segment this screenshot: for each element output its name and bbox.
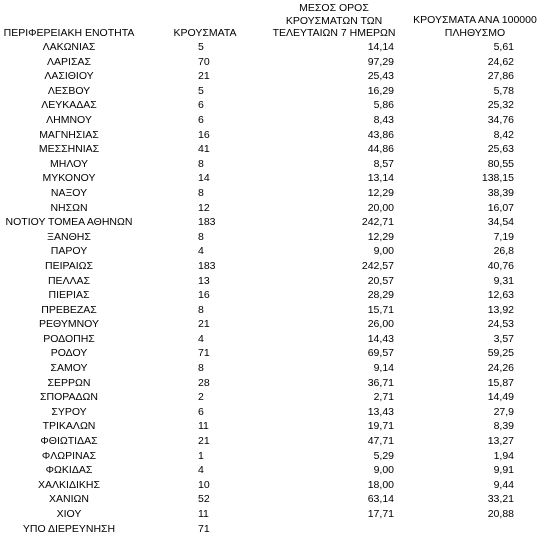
region-cell: ΜΗΛΟΥ — [50, 157, 88, 170]
region-cell: ΡΟΔΟΥ — [50, 347, 88, 360]
cases-cell: 11 — [198, 420, 209, 433]
avg7-cell: 9,00 — [373, 464, 394, 477]
table-row — [0, 98, 556, 113]
per100k-cell: 24,62 — [487, 55, 514, 68]
per100k-cell: 25,63 — [487, 143, 514, 156]
per100k-cell: 15,87 — [487, 376, 514, 389]
region-cell: ΧΙΟΥ — [56, 508, 82, 520]
avg7-cell: 15,71 — [367, 303, 394, 316]
header-per100k-line2: ΠΛΗΘΥΣΜΟ — [444, 26, 506, 39]
table-row — [0, 507, 556, 522]
table-row — [0, 201, 556, 216]
per100k-cell: 5,78 — [493, 84, 514, 97]
avg7-cell: 13,14 — [367, 172, 394, 185]
table-row — [0, 274, 556, 289]
table-row — [0, 449, 556, 464]
avg7-cell: 17,71 — [367, 508, 394, 520]
table-row — [0, 69, 556, 84]
header-per100k — [400, 14, 550, 39]
cases-cell: 4 — [198, 245, 204, 258]
region-cell: ΣΕΡΡΩΝ — [47, 376, 91, 389]
region-cell: ΤΡΙΚΑΛΩΝ — [42, 420, 96, 433]
region-cell: ΡΕΘΥΜΝΟΥ — [38, 318, 99, 331]
per100k-cell: 3,57 — [493, 332, 514, 345]
region-cell: ΝΗΣΩΝ — [50, 201, 88, 214]
avg7-cell: 9,00 — [373, 245, 394, 258]
per100k-cell: 5,61 — [493, 41, 514, 53]
table-row — [0, 128, 556, 143]
cases-cell: 8 — [198, 230, 204, 243]
table-row — [0, 522, 556, 537]
avg7-cell: 5,29 — [373, 449, 394, 462]
region-cell: ΝΟΤΙΟΥ ΤΟΜΕΑ ΑΘΗΝΩΝ — [5, 216, 133, 229]
cases-cell: 8 — [198, 303, 204, 316]
avg7-cell: 12,29 — [367, 230, 394, 243]
cases-cell: 5 — [198, 84, 204, 97]
per100k-cell: 59,25 — [487, 347, 514, 360]
avg7-cell: 43,86 — [367, 128, 394, 141]
cases-cell: 70 — [198, 55, 210, 68]
cases-cell: 71 — [198, 347, 210, 360]
cases-cell: 8 — [198, 362, 204, 375]
per100k-cell: 8,39 — [493, 420, 514, 433]
region-cell: ΠΕΙΡΑΙΩΣ — [45, 259, 93, 272]
per100k-cell: 8,42 — [493, 128, 514, 141]
avg7-cell: 9,14 — [373, 362, 394, 375]
cases-cell: 71 — [198, 522, 210, 535]
avg7-cell: 13,43 — [367, 405, 394, 418]
table-row — [0, 317, 556, 332]
table-row — [0, 230, 556, 245]
table-header — [0, 0, 556, 40]
per100k-cell: 34,54 — [487, 216, 514, 229]
header-region: ΠΕΡΙΦΕΡΕΙΑΚΗ ΕΝΟΤΗΤΑ — [3, 27, 135, 39]
per100k-cell: 1,94 — [493, 449, 514, 462]
region-cell: ΣΠΟΡΑΔΩΝ — [40, 391, 98, 404]
region-cell: ΠΙΕΡΙΑΣ — [48, 289, 90, 302]
region-cell: ΠΑΡΟΥ — [50, 245, 88, 258]
region-cell: ΦΛΩΡΙΝΑΣ — [41, 449, 97, 462]
region-cell: ΡΟΔΟΠΗΣ — [43, 332, 95, 345]
cases-cell: 10 — [198, 478, 210, 491]
per100k-cell: 40,76 — [487, 259, 514, 272]
table-row — [0, 55, 556, 70]
avg7-cell: 20,57 — [367, 274, 394, 287]
table-row — [0, 346, 556, 361]
table-row — [0, 492, 556, 507]
region-cell: ΛΑΣΙΘΙΟΥ — [44, 70, 94, 83]
cases-cell: 6 — [198, 113, 204, 126]
cases-cell: 8 — [198, 186, 204, 199]
per100k-cell: 138,15 — [481, 172, 514, 185]
table-row — [0, 390, 556, 405]
per100k-cell: 9,91 — [493, 464, 514, 477]
region-cell: ΦΘΙΩΤΙΔΑΣ — [40, 435, 98, 448]
avg7-cell: 2,71 — [373, 391, 394, 404]
per100k-cell: 80,55 — [487, 157, 514, 170]
cases-cell: 6 — [198, 99, 204, 112]
region-cell: ΛΕΥΚΑΔΑΣ — [41, 99, 97, 112]
cases-cell: 2 — [198, 391, 204, 404]
table-row — [0, 259, 556, 274]
avg7-cell: 8,57 — [373, 157, 394, 170]
cases-cell: 11 — [198, 508, 209, 520]
avg7-cell: 97,29 — [367, 55, 394, 68]
region-cell: ΝΑΞΟΥ — [50, 186, 88, 199]
avg7-cell: 12,29 — [367, 186, 394, 199]
table-body — [0, 40, 556, 536]
avg7-cell: 16,29 — [367, 84, 394, 97]
table-row — [0, 84, 556, 99]
cases-cell: 21 — [198, 435, 210, 448]
region-cell: ΥΠΟ ΔΙΕΡΕΥΝΗΣΗ — [22, 522, 116, 535]
avg7-cell: 28,29 — [367, 289, 394, 302]
table-row — [0, 171, 556, 186]
region-cell: ΧΑΛΚΙΔΙΚΗΣ — [38, 478, 100, 491]
region-cell: ΧΑΝΙΩΝ — [49, 493, 89, 506]
cases-cell: 183 — [198, 259, 216, 272]
per100k-cell: 25,32 — [487, 99, 514, 112]
header-avg7-line1: ΜΕΣΟΣ ΟΡΟΣ — [299, 2, 369, 14]
avg7-cell: 69,57 — [367, 347, 394, 360]
table-row — [0, 142, 556, 157]
table-row — [0, 434, 556, 449]
per100k-cell: 20,88 — [487, 508, 514, 520]
cases-cell: 14 — [198, 172, 210, 185]
table-row — [0, 215, 556, 230]
table-row — [0, 332, 556, 347]
per100k-cell: 13,92 — [487, 303, 514, 316]
cases-cell: 12 — [198, 201, 210, 214]
per100k-cell: 7,19 — [493, 230, 514, 243]
region-cell: ΛΑΚΩΝΙΑΣ — [42, 41, 96, 53]
region-cell: ΣΥΡΟΥ — [51, 405, 87, 418]
per100k-cell: 34,76 — [487, 113, 514, 126]
cases-cell: 41 — [198, 143, 210, 156]
cases-cell: 13 — [198, 274, 210, 287]
per100k-cell: 14,49 — [487, 391, 514, 404]
avg7-cell: 47,71 — [367, 435, 394, 448]
table-row — [0, 478, 556, 493]
region-cell: ΛΑΡΙΣΑΣ — [47, 55, 91, 68]
header-avg7 — [272, 2, 396, 40]
avg7-cell: 25,43 — [367, 70, 394, 83]
avg7-cell: 36,71 — [367, 376, 394, 389]
avg7-cell: 44,86 — [367, 143, 394, 156]
cases-cell: 4 — [198, 332, 204, 345]
avg7-cell: 242,71 — [361, 216, 394, 229]
per100k-cell: 16,07 — [487, 201, 514, 214]
per100k-cell: 12,63 — [487, 289, 514, 302]
avg7-cell: 26,00 — [367, 318, 394, 331]
region-cell: ΦΩΚΙΔΑΣ — [45, 464, 93, 477]
avg7-cell: 5,86 — [373, 99, 394, 112]
table-row — [0, 157, 556, 172]
region-cell: ΜΕΣΣΗΝΙΑΣ — [38, 143, 100, 156]
per100k-cell: 27,86 — [487, 70, 514, 83]
table-row — [0, 376, 556, 391]
table-row — [0, 244, 556, 259]
avg7-cell: 14,14 — [367, 41, 394, 53]
region-cell: ΜΥΚΟΝΟΥ — [42, 172, 96, 185]
avg7-cell: 8,43 — [373, 113, 394, 126]
header-avg7-line3: ΤΕΛΕΥΤΑΙΩΝ 7 ΗΜΕΡΩΝ — [272, 27, 396, 39]
per100k-cell: 26,8 — [493, 245, 514, 258]
per100k-cell: 24,53 — [487, 318, 514, 331]
cases-cell: 16 — [198, 289, 210, 302]
avg7-cell: 63,14 — [367, 493, 394, 506]
per100k-cell: 13,27 — [487, 435, 514, 448]
avg7-cell: 20,00 — [367, 201, 394, 214]
per100k-cell: 27,9 — [493, 405, 514, 418]
table-row — [0, 361, 556, 376]
cases-cell: 183 — [198, 216, 216, 229]
table-row — [0, 40, 556, 55]
region-cell: ΠΕΛΛΑΣ — [47, 274, 91, 287]
cases-cell: 8 — [198, 157, 204, 170]
header-cases: ΚΡΟΥΣΜΑΤΑ — [173, 27, 237, 39]
table-row — [0, 419, 556, 434]
cases-cell: 21 — [198, 318, 210, 331]
cases-cell: 5 — [198, 41, 204, 53]
per100k-cell: 9,31 — [493, 274, 514, 287]
region-cell: ΣΑΜΟΥ — [50, 362, 88, 375]
cases-cell: 16 — [198, 128, 210, 141]
region-cell: ΞΑΝΘΗΣ — [47, 230, 91, 243]
table-row — [0, 186, 556, 201]
cases-cell: 1 — [198, 449, 204, 462]
table-row — [0, 463, 556, 478]
region-cell: ΠΡΕΒΕΖΑΣ — [41, 303, 97, 316]
region-cell: ΛΗΜΝΟΥ — [46, 113, 92, 126]
table-row — [0, 288, 556, 303]
header-avg7-line2: ΚΡΟΥΣΜΑΤΩΝ ΤΩΝ — [285, 14, 383, 27]
avg7-cell: 18,00 — [367, 478, 394, 491]
avg7-cell: 14,43 — [367, 332, 394, 345]
table-row — [0, 405, 556, 420]
per100k-cell: 9,44 — [493, 478, 514, 491]
region-cell: ΛΕΣΒΟΥ — [47, 84, 91, 97]
per100k-cell: 33,21 — [487, 493, 514, 506]
per100k-cell: 24,26 — [487, 362, 514, 375]
region-cell: ΜΑΓΝΗΣΙΑΣ — [39, 128, 99, 141]
per100k-cell: 38,39 — [487, 186, 514, 199]
header-per100k-line1: ΚΡΟΥΣΜΑΤΑ ΑΝΑ 100000 — [413, 14, 537, 26]
cases-cell: 28 — [198, 376, 210, 389]
avg7-cell: 242,57 — [361, 259, 394, 272]
cases-cell: 21 — [198, 70, 210, 83]
avg7-cell: 19,71 — [367, 420, 394, 433]
table-row — [0, 303, 556, 318]
cases-cell: 4 — [198, 464, 204, 477]
table-row — [0, 113, 556, 128]
cases-cell: 6 — [198, 405, 204, 418]
cases-cell: 52 — [198, 493, 210, 506]
